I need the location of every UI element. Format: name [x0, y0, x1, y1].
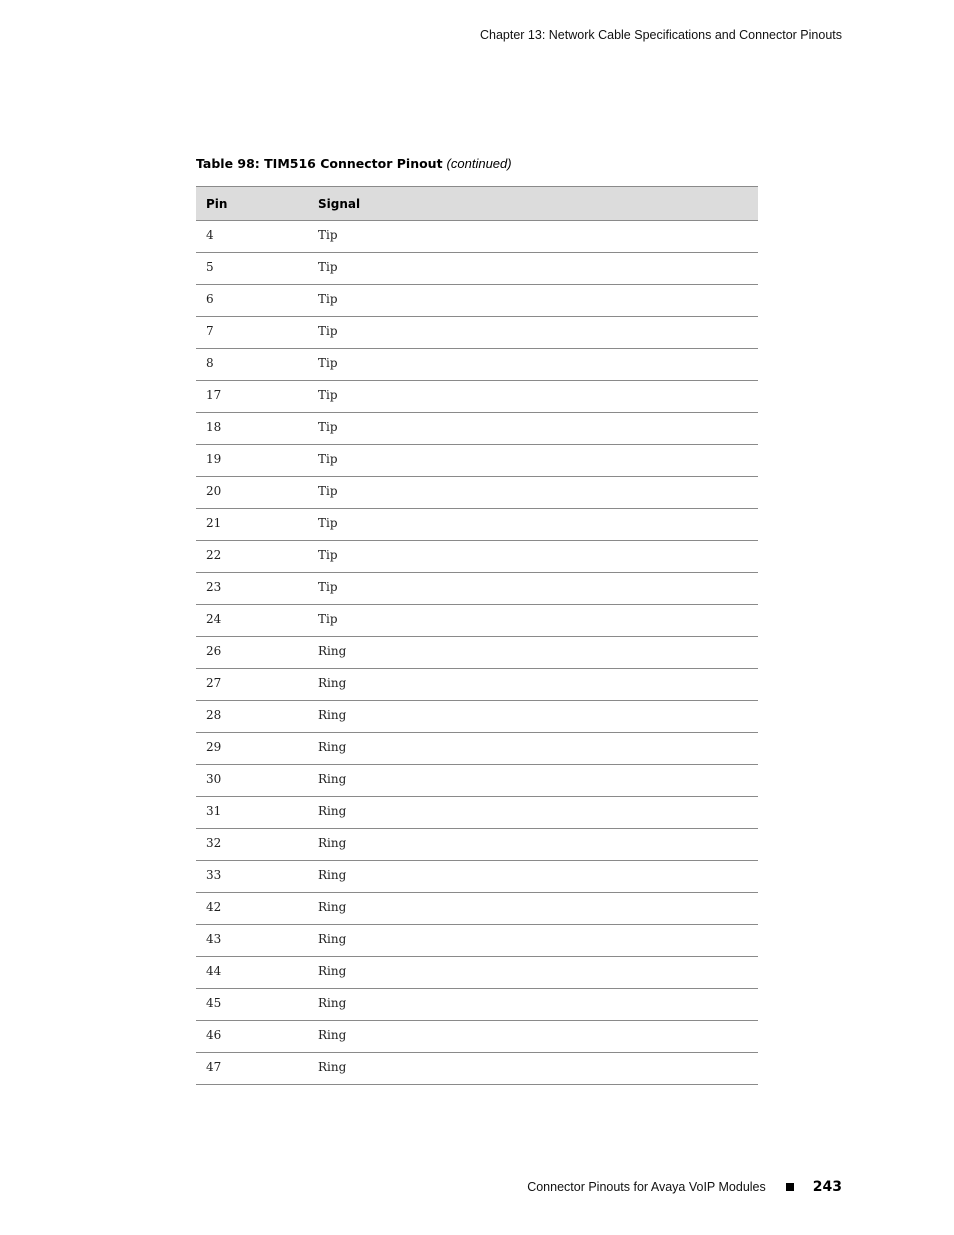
- table-row: [196, 317, 758, 349]
- column-header-pin: Pin: [196, 187, 308, 221]
- column-header-signal: Signal: [308, 187, 758, 221]
- table-row: [196, 381, 758, 413]
- pin-cell: 42: [196, 893, 308, 925]
- pin-cell: 26: [196, 637, 308, 669]
- table-row: [196, 573, 758, 605]
- pin-cell: 43: [196, 925, 308, 957]
- table-row: [196, 829, 758, 861]
- signal-cell: Tip: [308, 509, 758, 541]
- signal-cell: Ring: [308, 669, 758, 701]
- pin-cell: 7: [196, 317, 308, 349]
- pin-cell: 29: [196, 733, 308, 765]
- table-row: [196, 1053, 758, 1085]
- table-row: [196, 733, 758, 765]
- table-row: [196, 541, 758, 573]
- signal-cell: Tip: [308, 573, 758, 605]
- table-row: [196, 765, 758, 797]
- footer-section-title: Connector Pinouts for Avaya VoIP Modules: [527, 1180, 766, 1194]
- table-row: [196, 893, 758, 925]
- signal-cell: Tip: [308, 221, 758, 253]
- pin-cell: 46: [196, 1021, 308, 1053]
- pin-cell: 8: [196, 349, 308, 381]
- signal-cell: Ring: [308, 1021, 758, 1053]
- pin-cell: 32: [196, 829, 308, 861]
- signal-cell: Tip: [308, 477, 758, 509]
- pin-cell: 28: [196, 701, 308, 733]
- signal-cell: Ring: [308, 893, 758, 925]
- signal-cell: Tip: [308, 381, 758, 413]
- signal-cell: Tip: [308, 445, 758, 477]
- pin-cell: 27: [196, 669, 308, 701]
- pin-cell: 5: [196, 253, 308, 285]
- table-header-row: [196, 187, 758, 221]
- signal-cell: Tip: [308, 253, 758, 285]
- signal-cell: Ring: [308, 765, 758, 797]
- signal-cell: Ring: [308, 701, 758, 733]
- table-row: [196, 701, 758, 733]
- pin-cell: 4: [196, 221, 308, 253]
- pin-cell: 31: [196, 797, 308, 829]
- table-row: [196, 285, 758, 317]
- signal-cell: Ring: [308, 989, 758, 1021]
- table-row: [196, 637, 758, 669]
- pin-cell: 22: [196, 541, 308, 573]
- pin-cell: 19: [196, 445, 308, 477]
- table-row: [196, 989, 758, 1021]
- table-row: [196, 669, 758, 701]
- pin-cell: 23: [196, 573, 308, 605]
- pin-cell: 30: [196, 765, 308, 797]
- table-row: [196, 957, 758, 989]
- signal-cell: Ring: [308, 861, 758, 893]
- pin-cell: 45: [196, 989, 308, 1021]
- running-header: Chapter 13: Network Cable Specifications and Connector Pinouts: [479, 28, 842, 42]
- table-caption-title: Table 98: TIM516 Connector Pinout: [196, 156, 443, 171]
- pin-cell: 47: [196, 1053, 308, 1085]
- pin-cell: 20: [196, 477, 308, 509]
- signal-cell: Tip: [308, 413, 758, 445]
- pin-cell: 21: [196, 509, 308, 541]
- table-row: [196, 477, 758, 509]
- signal-cell: Ring: [308, 829, 758, 861]
- signal-cell: Ring: [308, 637, 758, 669]
- signal-cell: Tip: [308, 541, 758, 573]
- pin-cell: 6: [196, 285, 308, 317]
- table-row: [196, 509, 758, 541]
- footer-square-bullet: [786, 1183, 794, 1191]
- signal-cell: Ring: [308, 733, 758, 765]
- signal-cell: Ring: [308, 1053, 758, 1085]
- table-row: [196, 605, 758, 637]
- table-row: [196, 349, 758, 381]
- pin-cell: 18: [196, 413, 308, 445]
- table-caption-continued: (continued): [446, 156, 512, 171]
- table-caption: [196, 156, 512, 171]
- signal-cell: Ring: [308, 925, 758, 957]
- pinout-table: [196, 186, 758, 1085]
- table-row: [196, 797, 758, 829]
- table-row: [196, 413, 758, 445]
- pin-cell: 24: [196, 605, 308, 637]
- table-row: [196, 253, 758, 285]
- table-row: [196, 221, 758, 253]
- pin-cell: 44: [196, 957, 308, 989]
- table-row: [196, 861, 758, 893]
- signal-cell: Tip: [308, 605, 758, 637]
- table-row: [196, 925, 758, 957]
- signal-cell: Ring: [308, 957, 758, 989]
- table-body: [196, 221, 758, 1085]
- signal-cell: Tip: [308, 285, 758, 317]
- pin-cell: 33: [196, 861, 308, 893]
- page-number: 243: [812, 1179, 842, 1195]
- pin-cell: 17: [196, 381, 308, 413]
- table-row: [196, 1021, 758, 1053]
- signal-cell: Ring: [308, 797, 758, 829]
- running-footer: [527, 1179, 842, 1195]
- signal-cell: Tip: [308, 349, 758, 381]
- table-row: [196, 445, 758, 477]
- signal-cell: Tip: [308, 317, 758, 349]
